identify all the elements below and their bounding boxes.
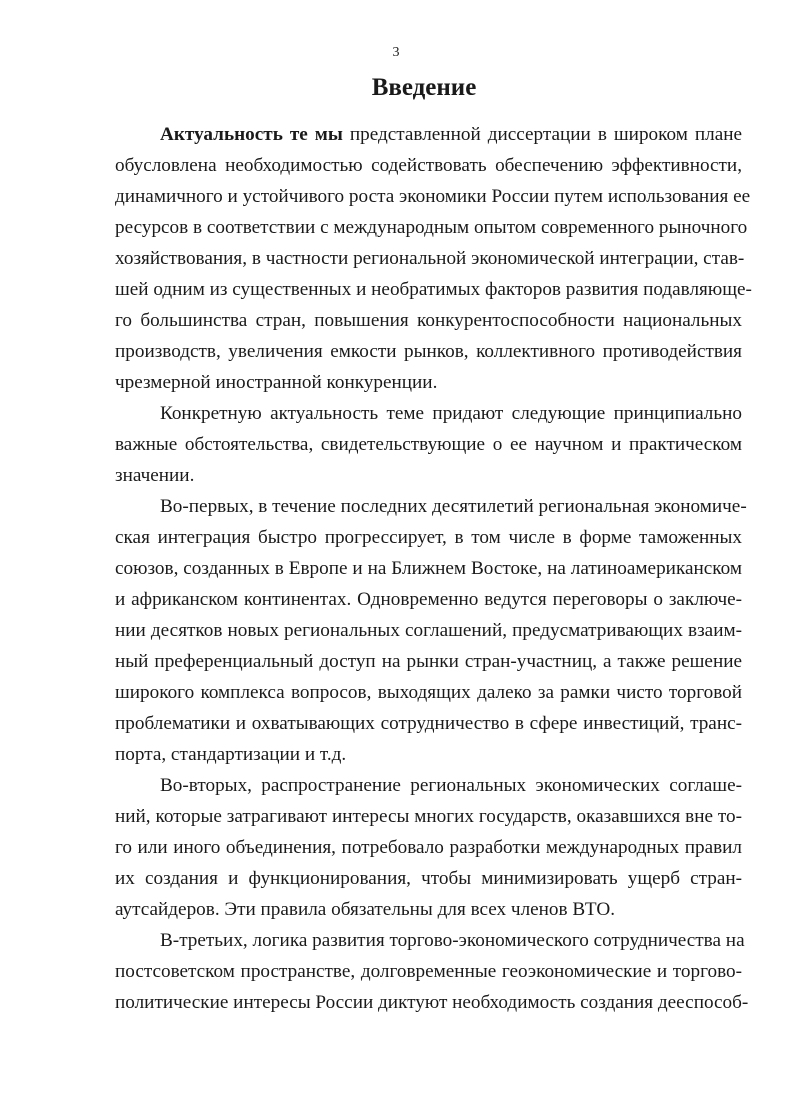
page-title: Введение <box>371 74 477 101</box>
text-line: обусловлена необходимостью содействовать обеспечению эффективности, <box>115 155 742 176</box>
text-line: го большинства стран, повышения конкурентоспособности национальных <box>115 310 742 331</box>
text-line: и африканском континентах. Одновременно ведутся переговоры о заключе- <box>115 589 742 610</box>
text-line: чрезмерной иностранной конкуренции. <box>115 372 438 393</box>
text-line: Конкретную актуальность теме придают следующие принципиально <box>160 403 742 424</box>
text-line: динамичного и устойчивого роста экономики России путем использования ее <box>115 186 751 207</box>
text-line: их создания и функционирования, чтобы минимизировать ущерб стран- <box>115 868 742 889</box>
text-line: нии десятков новых региональных соглашений, предусматривающих взаим- <box>115 620 742 641</box>
text-line: постсоветском пространстве, долговременные геоэкономические и торгово- <box>115 961 742 982</box>
text-line: ресурсов в соответствии с международным опытом современного рыночного <box>115 217 748 238</box>
text-line: значении. <box>115 465 195 486</box>
text-line: хозяйствования, в частности региональной экономической интеграции, став- <box>115 248 745 269</box>
text-line: союзов, созданных в Европе и на Ближнем Востоке, на латиноамериканском <box>115 558 742 579</box>
line-text: представленной диссертации в широком плане <box>342 124 742 145</box>
text-line: широкого комплекса вопросов, выходящих далеко за рамки чисто торговой <box>115 682 742 703</box>
text-line: В-третьих, логика развития торгово-экономического сотрудничества на <box>160 930 745 951</box>
text-line <box>160 119 742 150</box>
text-line: важные обстоятельства, свидетельствующие о ее научном и практическом <box>115 434 742 455</box>
text-line: го или иного объединения, потребовало разработки международных правил <box>115 837 742 858</box>
text-line: политические интересы России диктуют необходимость создания дееспособ- <box>115 992 749 1013</box>
page-number: 3 <box>392 45 400 60</box>
text-line: Во-первых, в течение последних десятилетий региональная экономиче- <box>160 496 747 517</box>
text-line: аутсайдеров. Эти правила обязательны для всех членов ВТО. <box>115 899 616 920</box>
text-line: ская интеграция быстро прогрессирует, в том числе в форме таможенных <box>115 527 742 548</box>
bold-term: Актуальность те мы <box>160 124 343 145</box>
text-line: проблематики и охватывающих сотрудничество в сфере инвестиций, транс- <box>115 713 742 734</box>
text-line: шей одним из существенных и необратимых факторов развития подавляюще- <box>115 279 752 300</box>
text-line: ный преференциальный доступ на рынки стран-участниц, а также решение <box>115 651 742 672</box>
text-line: ний, которые затрагивают интересы многих государств, оказавшихся вне то- <box>115 806 742 827</box>
text-line: производств, увеличения емкости рынков, коллективного противодействия <box>115 341 742 362</box>
text-line: Во-вторых, распространение региональных экономических соглаше- <box>160 775 742 796</box>
text-line: порта, стандартизации и т.д. <box>115 744 347 765</box>
